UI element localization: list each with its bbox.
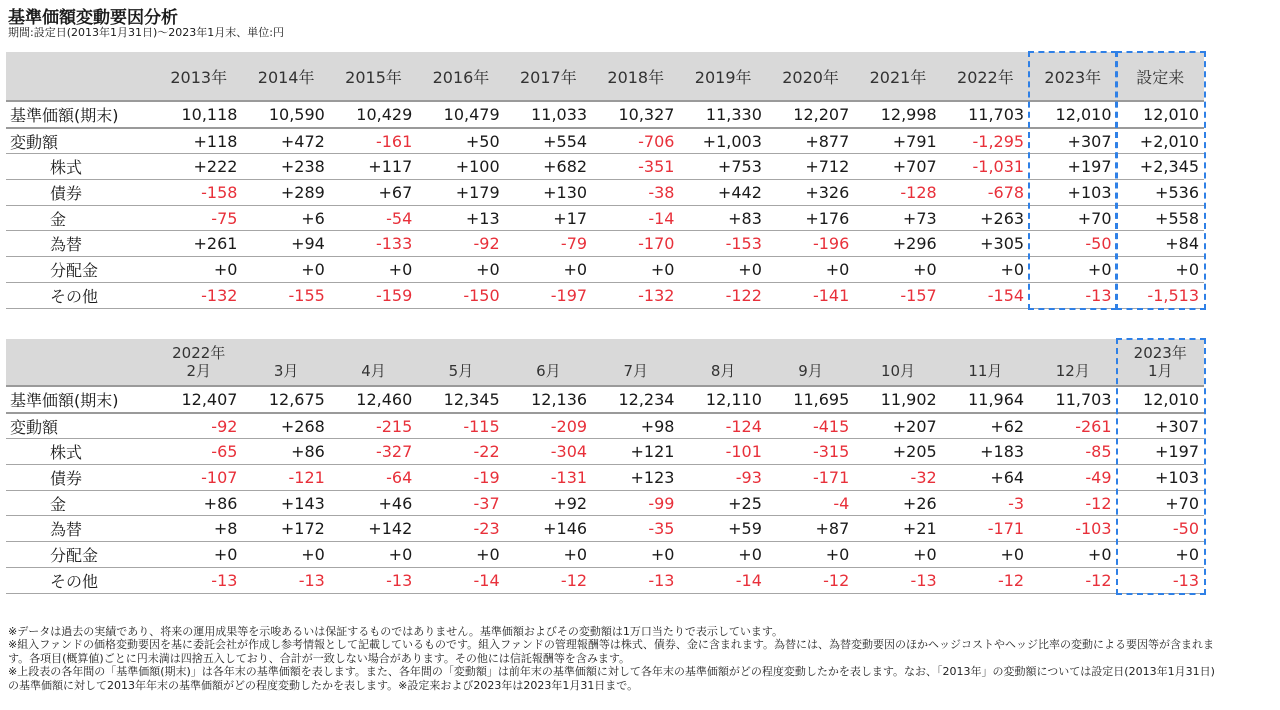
- value-cell: +6: [242, 205, 329, 231]
- row-label: その他: [6, 282, 155, 308]
- value-cell: -706: [592, 128, 679, 154]
- value-cell: 12,460: [330, 386, 417, 413]
- value-cell: +123: [592, 465, 679, 491]
- column-header-year: [945, 344, 1026, 362]
- column-header: 2020年: [767, 52, 854, 101]
- value-cell: 11,964: [942, 386, 1029, 413]
- value-cell: -50: [1029, 231, 1116, 257]
- value-cell: +98: [592, 413, 679, 439]
- value-cell: -64: [330, 465, 417, 491]
- column-header-month: 10月: [880, 362, 916, 380]
- value-cell: +554: [505, 128, 592, 154]
- value-cell: -1,031: [942, 154, 1029, 180]
- value-cell: -49: [1029, 465, 1116, 491]
- value-cell: +0: [242, 542, 329, 568]
- column-header-year: [595, 344, 676, 362]
- value-cell: +103: [1117, 465, 1205, 491]
- table-row: [6, 128, 1204, 154]
- value-cell: 12,207: [767, 101, 854, 128]
- column-header: 2017年: [505, 52, 592, 101]
- value-cell: -12: [1029, 567, 1116, 593]
- value-cell: +25: [679, 490, 766, 516]
- column-header-year: [245, 344, 326, 362]
- value-cell: -38: [592, 180, 679, 206]
- value-cell: -107: [155, 465, 242, 491]
- row-label: 債券: [6, 465, 155, 491]
- value-cell: -79: [505, 231, 592, 257]
- column-header: [854, 339, 941, 386]
- value-cell: -209: [505, 413, 592, 439]
- row-label: 株式: [6, 154, 155, 180]
- value-cell: -37: [417, 490, 504, 516]
- row-label: 基準価額(期末): [6, 101, 155, 128]
- value-cell: 11,330: [679, 101, 766, 128]
- value-cell: +442: [679, 180, 766, 206]
- row-label: 株式: [6, 439, 155, 465]
- column-header: [1117, 339, 1205, 386]
- value-cell: 11,902: [854, 386, 941, 413]
- value-cell: +117: [330, 154, 417, 180]
- value-cell: -157: [854, 282, 941, 308]
- value-cell: -13: [242, 567, 329, 593]
- value-cell: -101: [679, 439, 766, 465]
- value-cell: -132: [155, 282, 242, 308]
- value-cell: -35: [592, 516, 679, 542]
- value-cell: -124: [679, 413, 766, 439]
- header-corner: [6, 339, 155, 386]
- value-cell: +307: [1029, 128, 1116, 154]
- value-cell: -196: [767, 231, 854, 257]
- value-cell: 12,675: [242, 386, 329, 413]
- value-cell: -197: [505, 282, 592, 308]
- column-header-month: 7月: [623, 362, 649, 380]
- value-cell: +1,003: [679, 128, 766, 154]
- value-cell: -327: [330, 439, 417, 465]
- footnote: ※組入ファンドの価格変動要因を基に委託会社が作成し参考情報として記載しているものです。組入ファンドの管理報酬等は株式、債券、金に含まれます。為替には、為替変動要因のほかヘッジコストやヘッジ比率の変動による要因等が含まれます。各項目(概算値)ごとに円未満は四捨五入しており、合計が一致しない場合があります。その他には信託報酬等を含みます。: [8, 638, 1215, 665]
- period-subtitle: 期間:設定日(2013年1月31日)～2023年1月末、単位:円: [8, 26, 284, 39]
- value-cell: 12,010: [1117, 386, 1205, 413]
- table-row: [6, 490, 1204, 516]
- table-row: [6, 101, 1204, 128]
- value-cell: +0: [767, 257, 854, 283]
- column-header-year: [770, 344, 851, 362]
- value-cell: -161: [330, 128, 417, 154]
- value-cell: +261: [155, 231, 242, 257]
- column-header-month: 2月: [186, 362, 211, 380]
- column-header: 2022年: [942, 52, 1029, 101]
- value-cell: +712: [767, 154, 854, 180]
- value-cell: +296: [854, 231, 941, 257]
- value-cell: +0: [330, 257, 417, 283]
- column-header-year: [508, 344, 589, 362]
- value-cell: -132: [592, 282, 679, 308]
- value-cell: -304: [505, 439, 592, 465]
- row-label: 債券: [6, 180, 155, 206]
- table-row: [6, 231, 1204, 257]
- value-cell: +289: [242, 180, 329, 206]
- value-cell: +0: [942, 257, 1029, 283]
- column-header: [417, 339, 504, 386]
- value-cell: +70: [1117, 490, 1205, 516]
- column-header-month: 6月: [536, 362, 561, 380]
- column-header-year: [1032, 344, 1113, 362]
- value-cell: -103: [1029, 516, 1116, 542]
- value-cell: +791: [854, 128, 941, 154]
- value-cell: -23: [417, 516, 504, 542]
- value-cell: +0: [505, 257, 592, 283]
- column-header-month: 5月: [448, 362, 474, 380]
- table-row: [6, 516, 1204, 542]
- value-cell: +130: [505, 180, 592, 206]
- value-cell: +0: [854, 257, 941, 283]
- column-header-year: [857, 344, 938, 362]
- table-row: [6, 205, 1204, 231]
- value-cell: +238: [242, 154, 329, 180]
- row-label: 基準価額(期末): [6, 386, 155, 413]
- value-cell: -3: [942, 490, 1029, 516]
- value-cell: -13: [1117, 567, 1205, 593]
- column-header: [679, 339, 766, 386]
- value-cell: -75: [155, 205, 242, 231]
- value-cell: -12: [942, 567, 1029, 593]
- value-cell: 11,703: [1029, 386, 1116, 413]
- value-cell: -12: [1029, 490, 1116, 516]
- value-cell: -12: [505, 567, 592, 593]
- value-cell: -14: [679, 567, 766, 593]
- value-cell: -93: [679, 465, 766, 491]
- value-cell: -158: [155, 180, 242, 206]
- value-cell: +0: [679, 542, 766, 568]
- value-cell: 12,010: [1117, 101, 1205, 128]
- column-header: [767, 339, 854, 386]
- value-cell: 12,407: [155, 386, 242, 413]
- column-header: 2021年: [854, 52, 941, 101]
- value-cell: +307: [1117, 413, 1205, 439]
- value-cell: +0: [1029, 542, 1116, 568]
- column-header-month: 1月: [1147, 362, 1173, 380]
- value-cell: +536: [1117, 180, 1205, 206]
- column-header-month: 4月: [361, 362, 386, 380]
- value-cell: +62: [942, 413, 1029, 439]
- value-cell: 12,345: [417, 386, 504, 413]
- table-row: [6, 567, 1204, 593]
- value-cell: -141: [767, 282, 854, 308]
- value-cell: -678: [942, 180, 1029, 206]
- value-cell: +207: [854, 413, 941, 439]
- value-cell: -4: [767, 490, 854, 516]
- table-row: [6, 439, 1204, 465]
- value-cell: 11,033: [505, 101, 592, 128]
- table-row: [6, 413, 1204, 439]
- value-cell: -115: [417, 413, 504, 439]
- value-cell: +0: [942, 542, 1029, 568]
- footnote: ※上段表の各年間の「基準価額(期末)」は各年末の基準価額を表します。また、各年間の「変動額」は前年末の基準価額に対して各年末の基準価額がどの程度変動したかを表します。なお、「2013年」の変動額については設定日(2013年1月31日)の基準価額に対して2013年年末の基準価額がどの程度変動したかを表します。※設定来および2023年は2023年1月31日まで。: [8, 665, 1215, 692]
- value-cell: -171: [942, 516, 1029, 542]
- column-header-year: 2023年: [1133, 344, 1187, 362]
- value-cell: 10,590: [242, 101, 329, 128]
- value-cell: -54: [330, 205, 417, 231]
- column-header-month: 9月: [798, 362, 823, 380]
- value-cell: +17: [505, 205, 592, 231]
- value-cell: +205: [854, 439, 941, 465]
- row-label: 為替: [6, 516, 155, 542]
- column-header: 2019年: [679, 52, 766, 101]
- row-label: 変動額: [6, 413, 155, 439]
- column-header: 2018年: [592, 52, 679, 101]
- column-header-year: 2022年: [172, 344, 226, 362]
- value-cell: -154: [942, 282, 1029, 308]
- column-header-month: 12月: [1055, 362, 1090, 380]
- value-cell: +86: [155, 490, 242, 516]
- value-cell: +100: [417, 154, 504, 180]
- value-cell: 11,703: [942, 101, 1029, 128]
- column-header-month: 11月: [968, 362, 1003, 380]
- column-header: 2016年: [417, 52, 504, 101]
- column-header-month: 8月: [710, 362, 736, 380]
- value-cell: -315: [767, 439, 854, 465]
- value-cell: +753: [679, 154, 766, 180]
- value-cell: -122: [679, 282, 766, 308]
- footnotes: [8, 625, 1220, 692]
- value-cell: +0: [679, 257, 766, 283]
- value-cell: +0: [592, 257, 679, 283]
- value-cell: -150: [417, 282, 504, 308]
- column-header: 2014年: [242, 52, 329, 101]
- value-cell: +268: [242, 413, 329, 439]
- value-cell: +146: [505, 516, 592, 542]
- value-cell: +472: [242, 128, 329, 154]
- value-cell: -50: [1117, 516, 1205, 542]
- value-cell: -159: [330, 282, 417, 308]
- value-cell: 10,479: [417, 101, 504, 128]
- column-header-month: 3月: [273, 362, 299, 380]
- row-label: 金: [6, 490, 155, 516]
- column-header: 2013年: [155, 52, 242, 101]
- column-header: [505, 339, 592, 386]
- value-cell: -170: [592, 231, 679, 257]
- row-label: その他: [6, 567, 155, 593]
- value-cell: +83: [679, 205, 766, 231]
- row-label: 分配金: [6, 542, 155, 568]
- value-cell: +0: [1029, 257, 1116, 283]
- value-cell: +21: [854, 516, 941, 542]
- value-cell: -153: [679, 231, 766, 257]
- value-cell: +2,010: [1117, 128, 1205, 154]
- value-cell: 12,998: [854, 101, 941, 128]
- value-cell: 12,010: [1029, 101, 1116, 128]
- value-cell: +0: [1117, 257, 1205, 283]
- value-cell: -121: [242, 465, 329, 491]
- value-cell: -351: [592, 154, 679, 180]
- value-cell: +183: [942, 439, 1029, 465]
- value-cell: -1,513: [1117, 282, 1205, 308]
- value-cell: +0: [417, 257, 504, 283]
- value-cell: +13: [417, 205, 504, 231]
- value-cell: +87: [767, 516, 854, 542]
- value-cell: 12,110: [679, 386, 766, 413]
- value-cell: +26: [854, 490, 941, 516]
- monthly-table: [6, 339, 1204, 594]
- value-cell: +142: [330, 516, 417, 542]
- value-cell: 10,118: [155, 101, 242, 128]
- value-cell: -261: [1029, 413, 1116, 439]
- value-cell: 11,695: [767, 386, 854, 413]
- value-cell: -32: [854, 465, 941, 491]
- value-cell: +0: [767, 542, 854, 568]
- table-row: [6, 542, 1204, 568]
- value-cell: -13: [155, 567, 242, 593]
- header-corner: [6, 52, 155, 101]
- value-cell: +197: [1117, 439, 1205, 465]
- value-cell: -13: [854, 567, 941, 593]
- value-cell: +0: [505, 542, 592, 568]
- value-cell: -13: [330, 567, 417, 593]
- value-cell: -13: [1029, 282, 1116, 308]
- value-cell: -171: [767, 465, 854, 491]
- table-row: [6, 257, 1204, 283]
- value-cell: +103: [1029, 180, 1116, 206]
- value-cell: -133: [330, 231, 417, 257]
- column-header: [330, 339, 417, 386]
- value-cell: +121: [592, 439, 679, 465]
- value-cell: -14: [592, 205, 679, 231]
- column-header: [942, 339, 1029, 386]
- column-header: [592, 339, 679, 386]
- value-cell: -19: [417, 465, 504, 491]
- value-cell: -131: [505, 465, 592, 491]
- value-cell: +222: [155, 154, 242, 180]
- value-cell: 10,327: [592, 101, 679, 128]
- value-cell: +46: [330, 490, 417, 516]
- row-label: 金: [6, 205, 155, 231]
- value-cell: +86: [242, 439, 329, 465]
- value-cell: +0: [417, 542, 504, 568]
- value-cell: -65: [155, 439, 242, 465]
- value-cell: +326: [767, 180, 854, 206]
- column-header: 2023年: [1029, 52, 1116, 101]
- value-cell: -415: [767, 413, 854, 439]
- value-cell: +50: [417, 128, 504, 154]
- value-cell: +877: [767, 128, 854, 154]
- value-cell: +70: [1029, 205, 1116, 231]
- column-header-year: [333, 344, 414, 362]
- value-cell: -85: [1029, 439, 1116, 465]
- column-header: [155, 339, 242, 386]
- value-cell: +84: [1117, 231, 1205, 257]
- value-cell: +2,345: [1117, 154, 1205, 180]
- value-cell: +8: [155, 516, 242, 542]
- value-cell: +67: [330, 180, 417, 206]
- value-cell: 12,136: [505, 386, 592, 413]
- value-cell: -12: [767, 567, 854, 593]
- column-header: [242, 339, 329, 386]
- value-cell: +305: [942, 231, 1029, 257]
- value-cell: +92: [505, 490, 592, 516]
- value-cell: +682: [505, 154, 592, 180]
- value-cell: +59: [679, 516, 766, 542]
- column-header: 2015年: [330, 52, 417, 101]
- column-header: 設定来: [1117, 52, 1205, 101]
- value-cell: +0: [155, 542, 242, 568]
- value-cell: +0: [155, 257, 242, 283]
- value-cell: +143: [242, 490, 329, 516]
- monthly-header-row: [6, 339, 1204, 386]
- value-cell: -215: [330, 413, 417, 439]
- value-cell: +64: [942, 465, 1029, 491]
- footnote: ※データは過去の実績であり、将来の運用成果等を示唆あるいは保証するものではありません。基準価額およびその変動額は1万口当たりで表示しています。: [8, 625, 783, 638]
- value-cell: +558: [1117, 205, 1205, 231]
- value-cell: 10,429: [330, 101, 417, 128]
- value-cell: 12,234: [592, 386, 679, 413]
- column-header-year: [682, 344, 763, 362]
- value-cell: +179: [417, 180, 504, 206]
- row-label: 変動額: [6, 128, 155, 154]
- value-cell: -13: [592, 567, 679, 593]
- table-row: [6, 386, 1204, 413]
- value-cell: -1,295: [942, 128, 1029, 154]
- value-cell: +0: [854, 542, 941, 568]
- annual-table: [6, 52, 1204, 309]
- value-cell: +94: [242, 231, 329, 257]
- value-cell: -128: [854, 180, 941, 206]
- column-header-year: [420, 344, 501, 362]
- value-cell: +263: [942, 205, 1029, 231]
- value-cell: +118: [155, 128, 242, 154]
- value-cell: -99: [592, 490, 679, 516]
- page-title: 基準価額変動要因分析: [8, 8, 178, 28]
- value-cell: +73: [854, 205, 941, 231]
- row-label: 分配金: [6, 257, 155, 283]
- annual-header-row: [6, 52, 1204, 101]
- value-cell: -14: [417, 567, 504, 593]
- value-cell: -22: [417, 439, 504, 465]
- value-cell: +176: [767, 205, 854, 231]
- table-row: [6, 154, 1204, 180]
- value-cell: +197: [1029, 154, 1116, 180]
- value-cell: +0: [330, 542, 417, 568]
- value-cell: +0: [242, 257, 329, 283]
- value-cell: -92: [155, 413, 242, 439]
- table-row: [6, 180, 1204, 206]
- value-cell: -155: [242, 282, 329, 308]
- value-cell: +707: [854, 154, 941, 180]
- row-label: 為替: [6, 231, 155, 257]
- value-cell: +0: [1117, 542, 1205, 568]
- value-cell: -92: [417, 231, 504, 257]
- value-cell: +0: [592, 542, 679, 568]
- table-row: [6, 465, 1204, 491]
- column-header: [1029, 339, 1116, 386]
- value-cell: +172: [242, 516, 329, 542]
- table-row: [6, 282, 1204, 308]
